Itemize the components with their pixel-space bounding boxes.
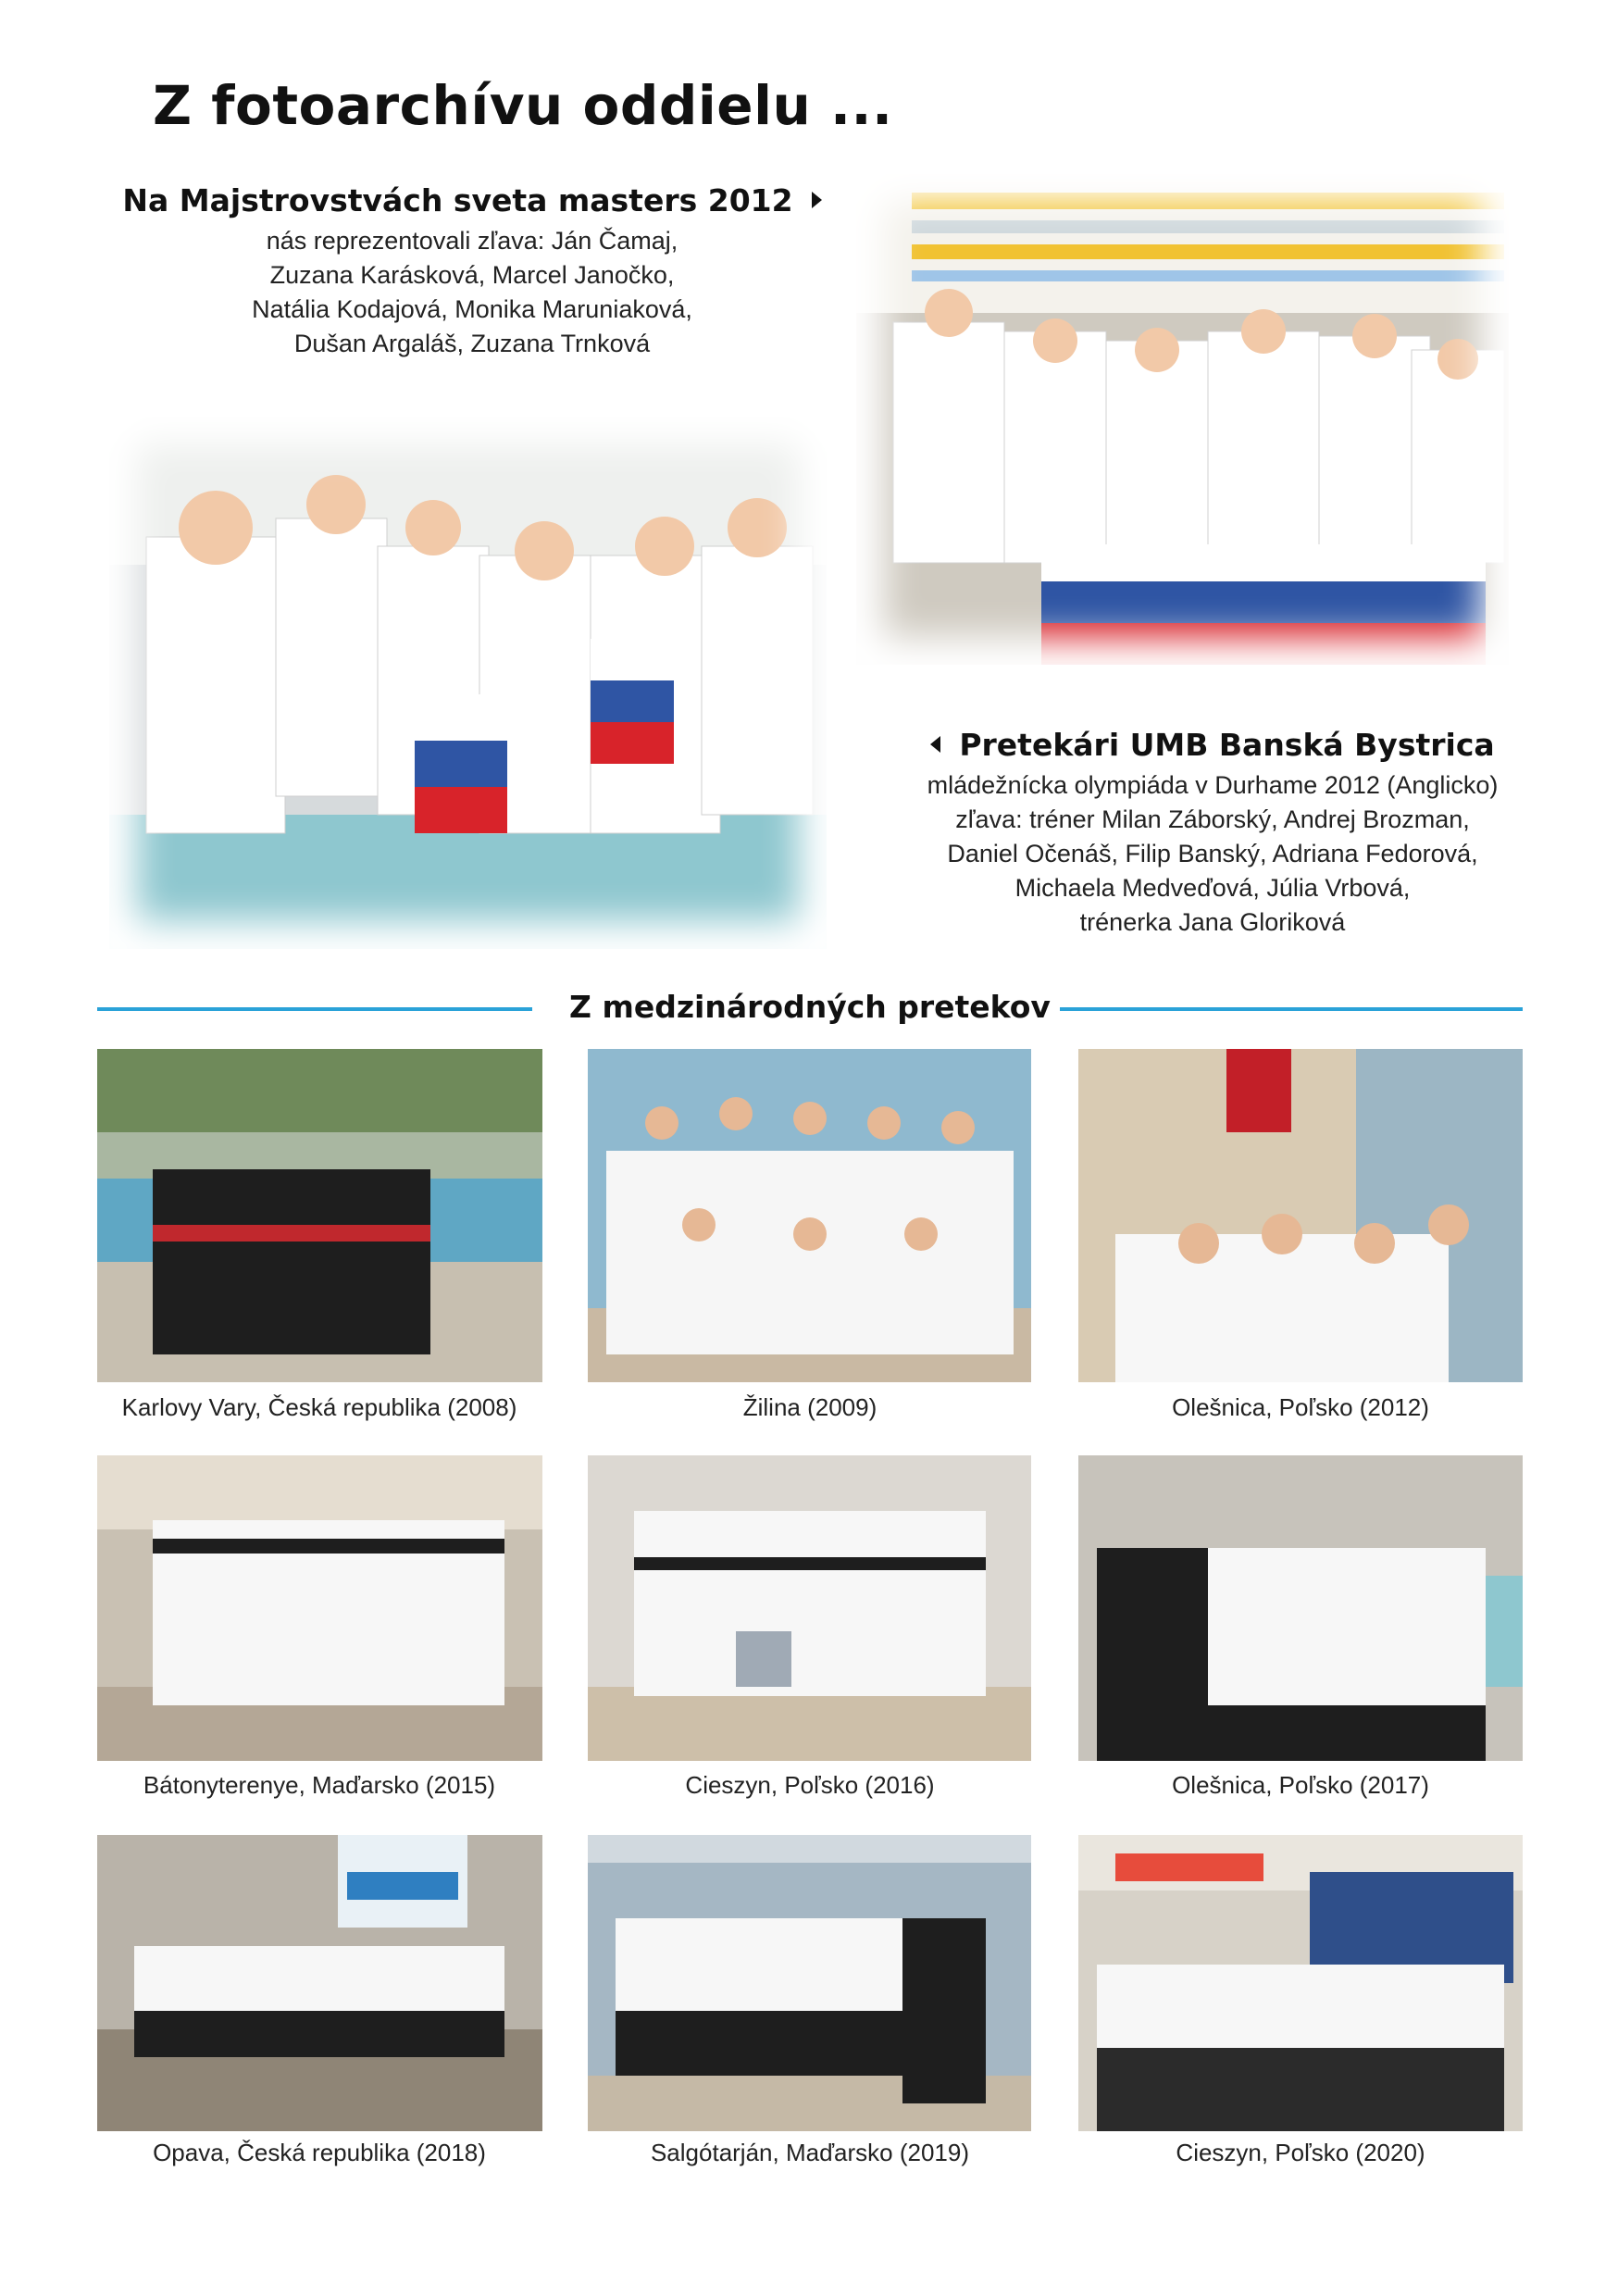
arrow-left-icon xyxy=(930,736,940,753)
umb-caption xyxy=(838,727,1587,940)
grid-caption: Opava, Česká republika (2018) xyxy=(153,2139,486,2166)
umb-line: mládežnícka olympiáda v Durhame 2012 (Anglicko) xyxy=(927,771,1499,799)
grid-photo xyxy=(97,1049,542,1382)
umb-line: Michaela Medveďová, Júlia Vrbová, xyxy=(1014,874,1411,902)
umb-line: trénerka Jana Gloriková xyxy=(1079,908,1346,936)
grid-photo xyxy=(1078,1049,1523,1382)
grid-photo xyxy=(588,1049,1031,1382)
grid-caption: Karlovy Vary, Česká republika (2008) xyxy=(121,1393,517,1421)
arrow-right-icon xyxy=(812,192,822,208)
masters-heading-text: Na Majstrovstvách sveta masters 2012 xyxy=(122,182,793,218)
grid-caption: Olešnica, Poľsko (2012) xyxy=(1172,1393,1429,1421)
grid-photo xyxy=(97,1455,542,1761)
international-section-header xyxy=(97,989,1523,1029)
grid-photo xyxy=(588,1835,1031,2131)
grid-caption: Bátonyterenye, Maďarsko (2015) xyxy=(143,1771,496,1799)
masters-line: nás reprezentovali zľava: Ján Čamaj, xyxy=(266,227,678,255)
umb-line: Daniel Očenáš, Filip Banský, Adriana Fedorová, xyxy=(947,840,1478,867)
masters-line: Dušan Argaláš, Zuzana Trnková xyxy=(293,330,651,357)
youth-team-photo xyxy=(109,417,827,949)
grid-caption: Cieszyn, Poľsko (2016) xyxy=(685,1771,935,1799)
masters-line: Natália Kodajová, Monika Maruniaková, xyxy=(252,295,692,323)
grid-photo xyxy=(588,1455,1031,1761)
masters-line: Zuzana Karásková, Marcel Janočko, xyxy=(269,261,675,289)
grid-caption: Žilina (2009) xyxy=(742,1393,877,1421)
grid-photo xyxy=(1078,1455,1523,1761)
masters-caption xyxy=(120,182,824,361)
grid-caption: Salgótarján, Maďarsko (2019) xyxy=(650,2139,970,2166)
masters-heading xyxy=(120,182,824,218)
grid-photo xyxy=(1078,1835,1523,2131)
umb-line: zľava: tréner Milan Záborský, Andrej Brozman, xyxy=(955,805,1470,833)
umb-heading-text: Pretekári UMB Banská Bystrica xyxy=(959,727,1495,763)
grid-caption: Olešnica, Poľsko (2017) xyxy=(1172,1771,1429,1799)
umb-heading xyxy=(838,727,1587,763)
page-title: Z fotoarchívu oddielu ... xyxy=(153,74,893,137)
grid-photo xyxy=(97,1835,542,2131)
section-heading: Z medzinárodných pretekov xyxy=(569,989,1051,1025)
masters-photo xyxy=(856,174,1509,665)
grid-caption: Cieszyn, Poľsko (2020) xyxy=(1176,2139,1425,2166)
